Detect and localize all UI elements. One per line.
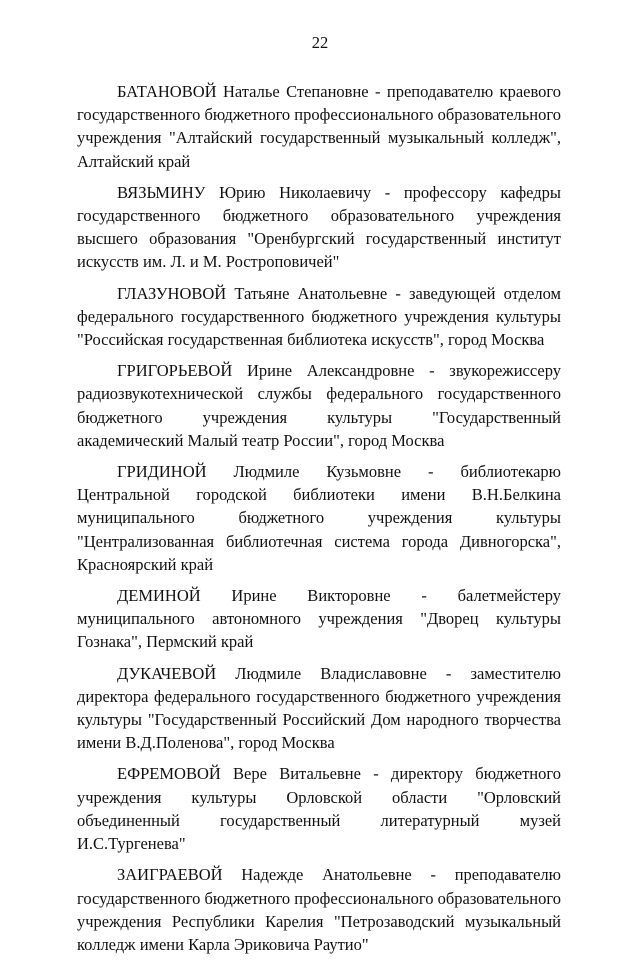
list-entry: ГРИДИНОЙ Людмиле Кузьмовне - библиотекарю Центральной городской библиотеки имени В.Н.Белкина муниципального бюджетного учреждения культуры "Централизованная библиотечная система города Дивногорска", Красноярский край: [77, 462, 561, 574]
award-list: [77, 80, 561, 964]
list-entry: ГРИГОРЬЕВОЙ Ирине Александровне - звукорежиссеру радиозвукотехнической службы федерального государственного бюджетного учреждения культуры "Государственный академический Малый театр России", город Москва: [77, 361, 561, 450]
list-entry: ВЯЗЬМИНУ Юрию Николаевичу - профессору кафедры государственного бюджетного образовательного учреждения высшего образования "Оренбургский государственный институт искусств им. Л. и М. Ростроповичей": [77, 182, 561, 272]
list-entry: БАТАНОВОЙ Наталье Степановне - преподавателю краевого государственного бюджетного профессионального образовательного учреждения "Алтайский государственный музыкальный колледж", Алтайский край: [77, 82, 561, 171]
list-entry: ЕФРЕМОВОЙ Вере Витальевне - директору бюджетного учреждения культуры Орловской области "Орловский объединенный государственный литературный музей И.С.Тургенева": [77, 764, 561, 854]
list-entry: ЗАИГРАЕВОЙ Надежде Анатольевне - преподавателю государственного бюджетного профессионального образовательного учреждения Республики Карелия "Петрозаводский музыкальный колледж имени Карла Эриковича Раутио": [77, 865, 561, 954]
list-entry: ДУКАЧЕВОЙ Людмиле Владиславовне - заместителю директора федерального государственного бюджетного учреждения культуры "Государственный Российский Дом народного творчества имени В.Д.Поленова", город Москва: [77, 663, 561, 753]
list-entry: ДЕМИНОЙ Ирине Викторовне - балетмейстеру муниципального автономного учреждения "Дворец культуры Гознака", Пермский край: [77, 586, 561, 652]
page-number: 22: [311, 33, 329, 52]
list-entry: ГЛАЗУНОВОЙ Татьяне Анатольевне - заведующей отделом федерального государственного бюджетного учреждения культуры "Российская государственная библиотека искусств", город Москва: [77, 283, 561, 350]
